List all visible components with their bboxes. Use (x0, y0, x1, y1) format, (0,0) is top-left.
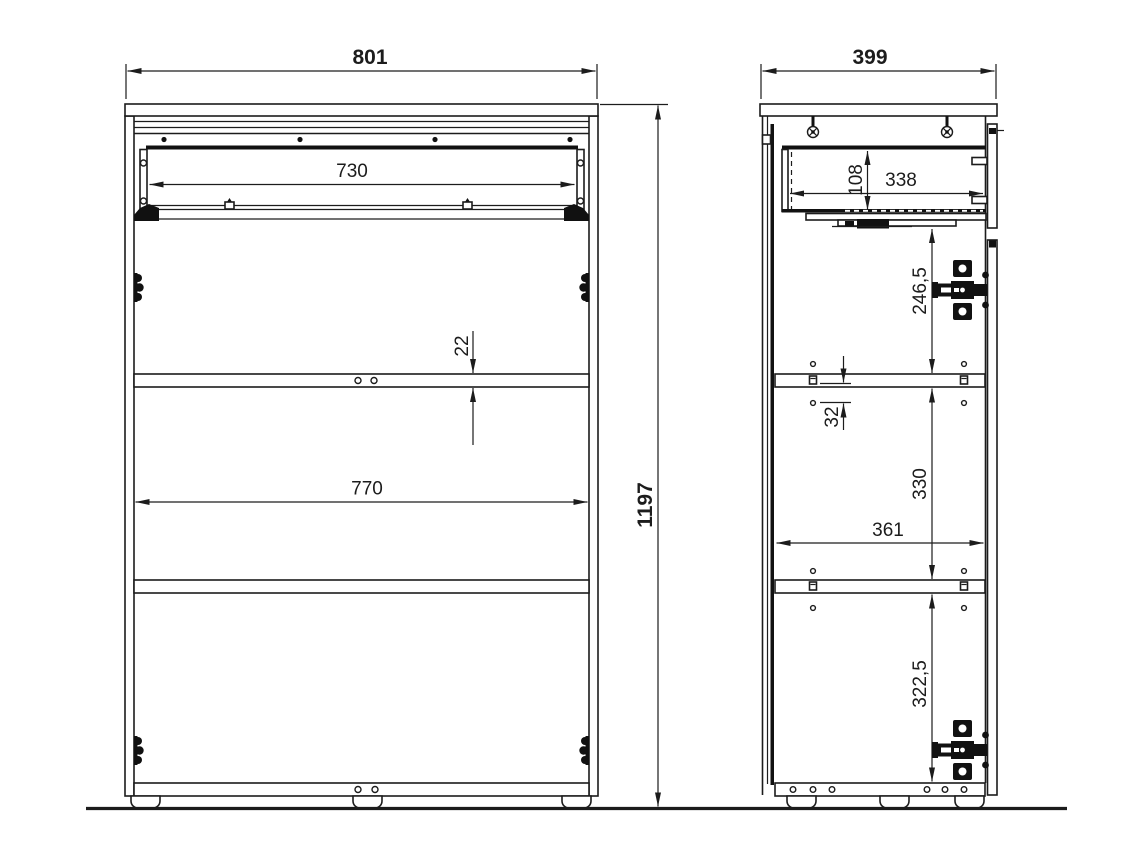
front-shelf-thickness-dimension (452, 331, 473, 445)
side-drawer-height-dimension (846, 151, 868, 210)
side-drawer-front (988, 124, 1005, 228)
hinge-icon (932, 720, 989, 780)
side-shelf-2 (775, 569, 985, 611)
foot (880, 796, 909, 808)
side-bottom-panel (775, 783, 985, 796)
side-inner-depth-label: 361 (872, 520, 904, 541)
front-inner-width-label: 770 (351, 478, 383, 500)
side-middle-section-dimension (910, 389, 932, 580)
front-shelf-thickness-label: 22 (452, 335, 473, 357)
front-width-dimension (126, 46, 597, 99)
side-hole-spacing-dimension (820, 356, 851, 430)
side-top-section-dimension (910, 229, 932, 373)
side-door-panel (988, 240, 998, 795)
side-drawer-height-label: 108 (846, 164, 867, 196)
side-bottom-section-label: 322,5 (910, 660, 931, 708)
front-left-wall (125, 116, 134, 796)
front-top-panel (125, 104, 598, 116)
foot (131, 796, 160, 808)
side-top-section-label: 246,5 (910, 267, 931, 315)
front-bottom-panel (134, 783, 589, 796)
screw-icon (942, 116, 953, 138)
hinge-icon (932, 260, 989, 320)
foot (562, 796, 591, 808)
side-bottom-section-dimension (910, 595, 932, 782)
side-shelf-1 (775, 362, 985, 406)
side-middle-section-label: 330 (910, 468, 931, 500)
front-drawer-box (134, 146, 589, 222)
side-depth-label: 399 (852, 46, 888, 69)
front-view (125, 46, 668, 808)
foot (353, 796, 382, 808)
side-hole-spacing-label: 32 (822, 406, 843, 428)
front-shelf-1 (134, 374, 589, 387)
front-drawer-width-label: 730 (336, 161, 368, 182)
side-inner-depth-dimension (777, 520, 984, 543)
front-height-dimension (600, 105, 668, 807)
front-right-wall (589, 116, 598, 796)
side-top-panel (760, 104, 997, 116)
hinge-icon (134, 273, 144, 302)
front-shelf-2 (134, 580, 589, 593)
hinge-icon (579, 273, 589, 302)
screw-icon (808, 116, 819, 138)
side-drawer-depth-label: 338 (885, 170, 917, 191)
side-view (760, 46, 1004, 808)
foot (787, 796, 816, 808)
side-back-panel (763, 116, 775, 795)
front-inner-width-dimension (136, 479, 588, 503)
front-width-label: 801 (352, 46, 388, 69)
front-height-label: 1197 (634, 482, 657, 528)
hinge-icon (134, 736, 144, 765)
side-depth-dimension (761, 46, 996, 99)
front-drawer-width-dimension (150, 161, 575, 185)
front-top-rail (134, 122, 589, 143)
side-drawer-depth-dimension (790, 170, 983, 194)
hinge-icon (579, 736, 589, 765)
foot (955, 796, 984, 808)
